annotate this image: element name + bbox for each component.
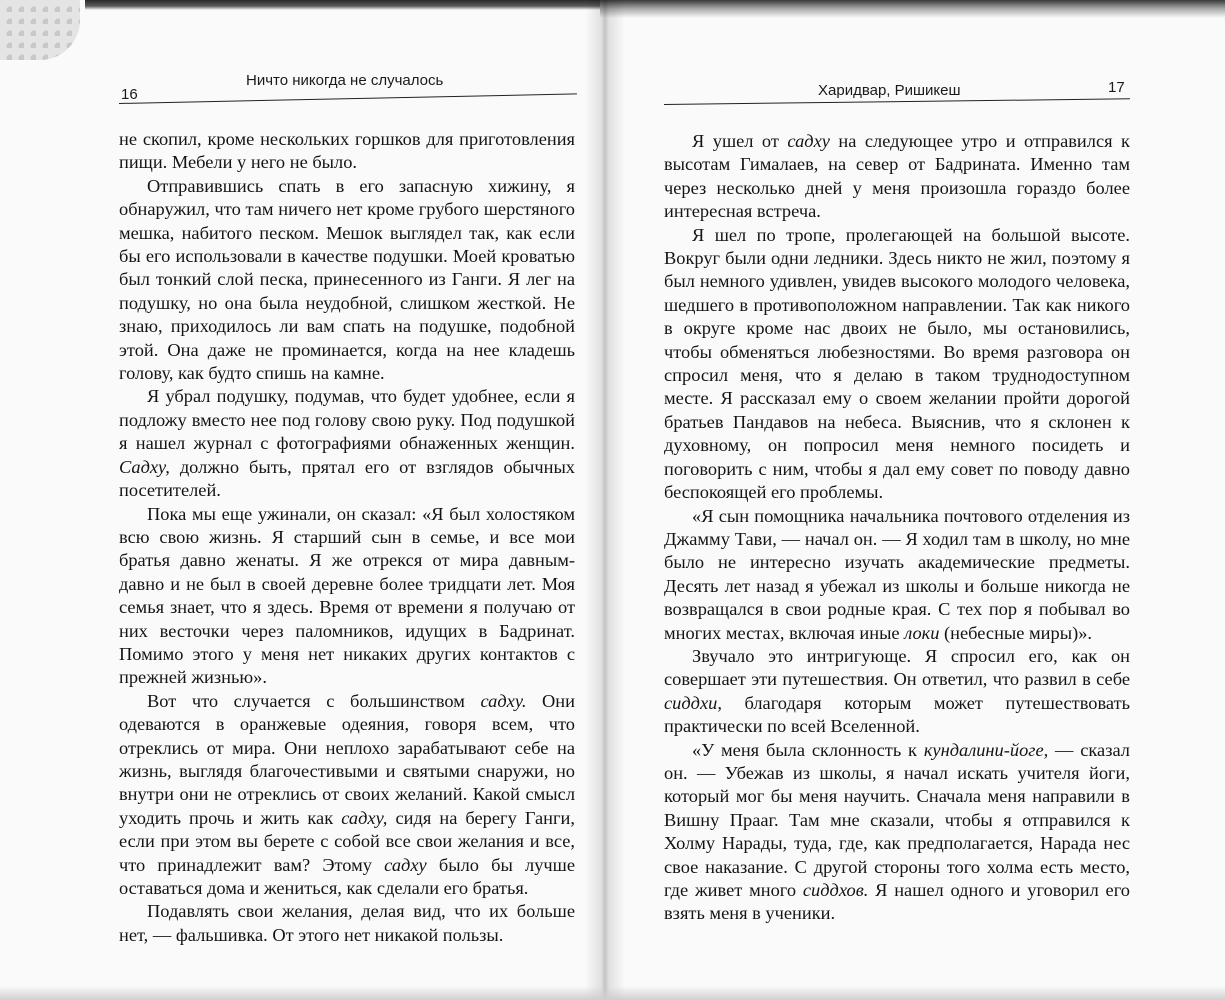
text-run: Я шел по тропе, пролегающей на большой высоте. Вокруг были одни ледники. Здесь никто не жил, поэтому я был немного удивлен, увидев высокого молодого человека, шедшего в противоположном направлении. Так как никого в округе кроме нас двоих не было, мы остановились, чтобы обменяться любезностями. Во время разговора он спросил меня, что я делаю в таком труднодоступном месте. Я рассказал ему о своем желании пройти дорогой братьев Пандавов на небеса. Выяснив, что я склонен к духовному, он попросил меня немного посидеть и поговорить с ним, чтобы я дал ему совет по поводу давно беспокоящей его проблемы. <box>664 224 1130 503</box>
paragraph <box>119 690 575 901</box>
paragraph <box>119 175 575 386</box>
paragraph <box>664 645 1130 739</box>
text-run: Я ушел от <box>692 131 788 151</box>
italic-term: локи <box>904 622 940 643</box>
text-run: «Я сын помощника начальника почтового отделения из Джамму Тави, — начал он. — Я ходил там в школу, но мне было не интересно изучать академические предметы. Десять лет назад я убежал из школы и больше никогда не возвращался в свои родные края. С тех пор я побывал во многих местах, включая иные <box>664 505 1130 643</box>
text-run: Я нашел одного и уговорил его взять меня в ученики. <box>664 880 1130 924</box>
italic-term: сиддхи, <box>664 692 722 713</box>
text-run: сидя на берегу Ганги, если при этом вы берете с собой все свои желания и все, что принадлежит вам? Этому <box>119 807 575 875</box>
text-run: Пока мы еще ужинали, он сказал: «Я был холостяком всю свою жизнь. Я старший сын в семье, и все мои братья давно женаты. Я же отрекся от мира давным-давно и не был в своей деревне более тридцати лет. Моя семья знает, что я здесь. Время от времени я получаю от них весточки через паломников, идущих в Бадринат. Помимо этого у меня нет никаких других контактов с прежней жизнью». <box>119 503 575 688</box>
italic-term: садху <box>787 131 830 151</box>
text-run: Я убрал подушку, подумав, что будет удобнее, если я подложу вместо нее под голову свою руку. Под подушкой я нашел журнал с фотографиями обнаженных женщин. <box>119 386 575 454</box>
text-run: — сказал он. — Убежав из школы, я начал искать учителя йоги, который мог бы меня научить. Сначала меня направили в Вишну Прааг. Там мне сказали, чтобы я отправился к Холму Нарады, туда, где, как предполагается, Нарада нес свое наказание. С другой стороны того холма есть место, где живет много <box>664 739 1130 900</box>
left-running-title: Ничто никогда не случалось <box>246 72 444 89</box>
text-run: благодаря которым может путешествовать практически по всей Вселенной. <box>664 692 1130 737</box>
italic-term: кундалини-йоге, <box>923 739 1049 760</box>
paragraph <box>119 385 575 502</box>
right-page-text <box>664 130 1130 926</box>
paragraph <box>119 503 575 690</box>
text-run: Они одеваются в оранжевые одеяния, говоря всем, что отреклись от мира. Они неплохо зарабатывают себе на жизнь, выглядя благочестивыми и святыми снаружи, но внутри они не отреклись от своих желаний. Какой смысл уходить прочь и жить как <box>119 690 575 828</box>
italic-term: Садху, <box>119 456 170 477</box>
right-page <box>612 0 1225 1000</box>
text-run: было бы лучше оставаться дома и жениться, как сделали его братья. <box>119 854 575 898</box>
italic-term: садху, <box>341 807 388 828</box>
paragraph <box>664 224 1130 505</box>
paragraph <box>664 739 1130 926</box>
left-page-text <box>119 128 575 947</box>
left-page <box>0 0 600 1000</box>
text-run: на следующее утро и отправился к высотам Гималаев, на север от Бадрината. Именно там через несколько дней у меня произошла гораздо более интересная встреча. <box>664 131 1130 222</box>
text-run: Отправившись спать в его запасную хижину, я обнаружил, что там ничего нет кроме грубого шерстяного мешка, набитого песком. Мешок выглядел так, как если бы его использовали в качестве подушки. Моей кроватью был тонкий слой песка, принесенного из Ганги. Я лег на подушку, но она была неудобной, слишком жесткой. Не знаю, приходилось ли вам спать на подушке, подобной этой. Она даже не проминается, когда на нее кладешь голову, как будто спишь на камне. <box>119 175 575 384</box>
right-running-title: Харидвар, Ришикеш <box>818 82 961 99</box>
paragraph <box>119 128 575 175</box>
right-page-number: 17 <box>1108 79 1125 96</box>
italic-term: садху <box>384 854 427 875</box>
text-run: Вот что случается с большинством <box>147 690 481 711</box>
paragraph <box>664 505 1130 645</box>
text-run: «У меня была склонность к <box>692 739 924 760</box>
paragraph <box>119 900 575 947</box>
text-run: Звучало это интригующе. Я спросил его, как он совершает эти путешествия. Он ответил, что развил в себе <box>664 645 1130 690</box>
left-header-rule <box>119 93 577 104</box>
italic-term: садху. <box>480 690 527 711</box>
left-page-number: 16 <box>121 86 138 103</box>
text-run: (небесные миры)». <box>939 622 1092 643</box>
italic-term: сиддхов. <box>802 880 869 900</box>
text-run: Подавлять свои желания, делая вид, что их больше нет, — фальшивка. От этого нет никакой пользы. <box>119 901 575 945</box>
text-run: не скопил, кроме нескольких горшков для приготовления пищи. Мебели у него не было. <box>119 129 575 173</box>
text-run: должно быть, прятал его от взглядов обычных посетителей. <box>119 456 575 501</box>
right-header-rule <box>664 98 1130 105</box>
paragraph <box>664 130 1130 224</box>
